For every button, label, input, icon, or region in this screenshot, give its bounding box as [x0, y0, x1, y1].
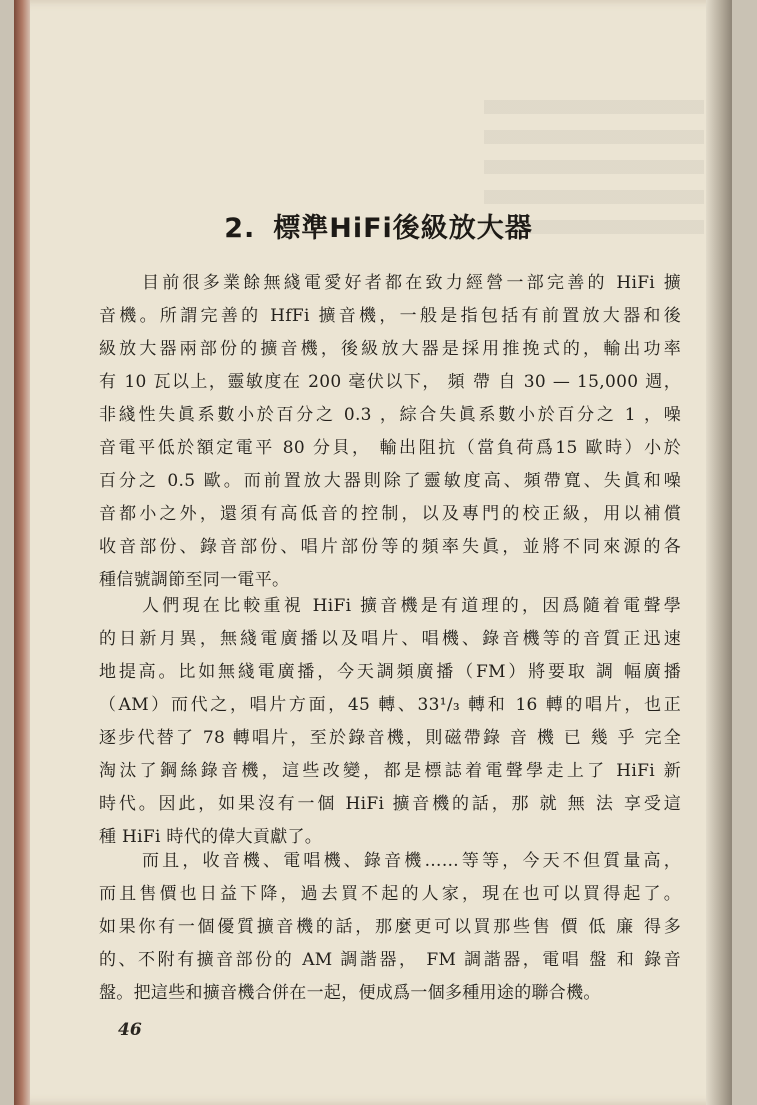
- text-line: 盤。把這些和擴音機合併在一起，便成爲一個多種用途的聯合機。: [99, 983, 601, 1003]
- text-line: 級放大器兩部份的擴音機，後級放大器是採用推挽式的，輸出功率: [99, 339, 681, 359]
- text-line: 種 HiFi 時代的偉大貢獻了。: [99, 827, 323, 847]
- text-line: 音電平低於額定電平 80 分貝， 輸出阻抗（當負荷爲15 歐時）小於: [99, 438, 681, 458]
- paragraph-2: [99, 590, 681, 854]
- text-line: 時代。因此，如果沒有一個 HiFi 擴音機的話，那 就 無 法 享受這: [99, 794, 681, 814]
- page-edge: [706, 0, 732, 1105]
- text-line: 非綫性失眞系數小於百分之 0.3 ，綜合失眞系數小於百分之 1 ，噪: [99, 405, 681, 425]
- text-line: 百分之 0.5 歐。而前置放大器則除了靈敏度高、頻帶寬、失眞和噪: [99, 471, 681, 491]
- text-line: 音機。所謂完善的 HfFi 擴音機，一般是指包括有前置放大器和後: [99, 306, 681, 326]
- page-number: 46: [118, 1020, 142, 1040]
- text-line: 而且，收音機、電唱機、錄音機……等等，今天不但質量高，: [142, 851, 681, 871]
- text-line: 淘汰了鋼絲錄音機，這些改變，都是標誌着電聲學走上了 HiFi 新: [99, 761, 681, 781]
- section-title: 標準HiFi後級放大器: [273, 213, 533, 244]
- paragraph-3: [99, 845, 681, 1010]
- text-line: 而且售價也日益下降，過去買不起的人家，現在也可以買得起了。: [99, 884, 681, 904]
- book-spine: [14, 0, 30, 1105]
- text-line: 收音部份、錄音部份、唱片部份等的頻率失眞，並將不同來源的各: [99, 537, 681, 557]
- text-line: 逐步代替了 78 轉唱片，至於錄音機，則磁帶錄 音 機 已 幾 乎 完全: [99, 728, 681, 748]
- text-line: 的日新月異，無綫電廣播以及唱片、唱機、錄音機等的音質正迅速: [99, 629, 681, 649]
- text-line: 人們現在比較重視 HiFi 擴音機是有道理的，因爲隨着電聲學: [142, 596, 681, 616]
- text-line: 地提高。比如無綫電廣播，今天調頻廣播（FM）將要取 調 幅廣播: [99, 662, 681, 682]
- text-line: （AM）而代之，唱片方面，45 轉、33¹/₃ 轉和 16 轉的唱片，也正: [99, 695, 681, 715]
- section-number: 2.: [224, 213, 256, 244]
- text-line: 音都小之外，還須有高低音的控制，以及專門的校正級，用以補償: [99, 504, 681, 524]
- text-line: 有 10 瓦以上，靈敏度在 200 毫伏以下， 頻 帶 自 30 — 15,000 週，: [99, 372, 681, 392]
- text-line: 的、不附有擴音部份的 AM 調諧器， FM 調諧器，電唱 盤 和 錄音: [99, 950, 681, 970]
- text-line: 種信號調節至同一電平。: [99, 570, 290, 590]
- text-line: 目前很多業餘無綫電愛好者都在致力經營一部完善的 HiFi 擴: [142, 273, 681, 293]
- section-heading: [0, 206, 757, 245]
- paragraph-1: [99, 267, 681, 597]
- text-line: 如果你有一個優質擴音機的話，那麼更可以買那些售 價 低 廉 得多: [99, 917, 681, 937]
